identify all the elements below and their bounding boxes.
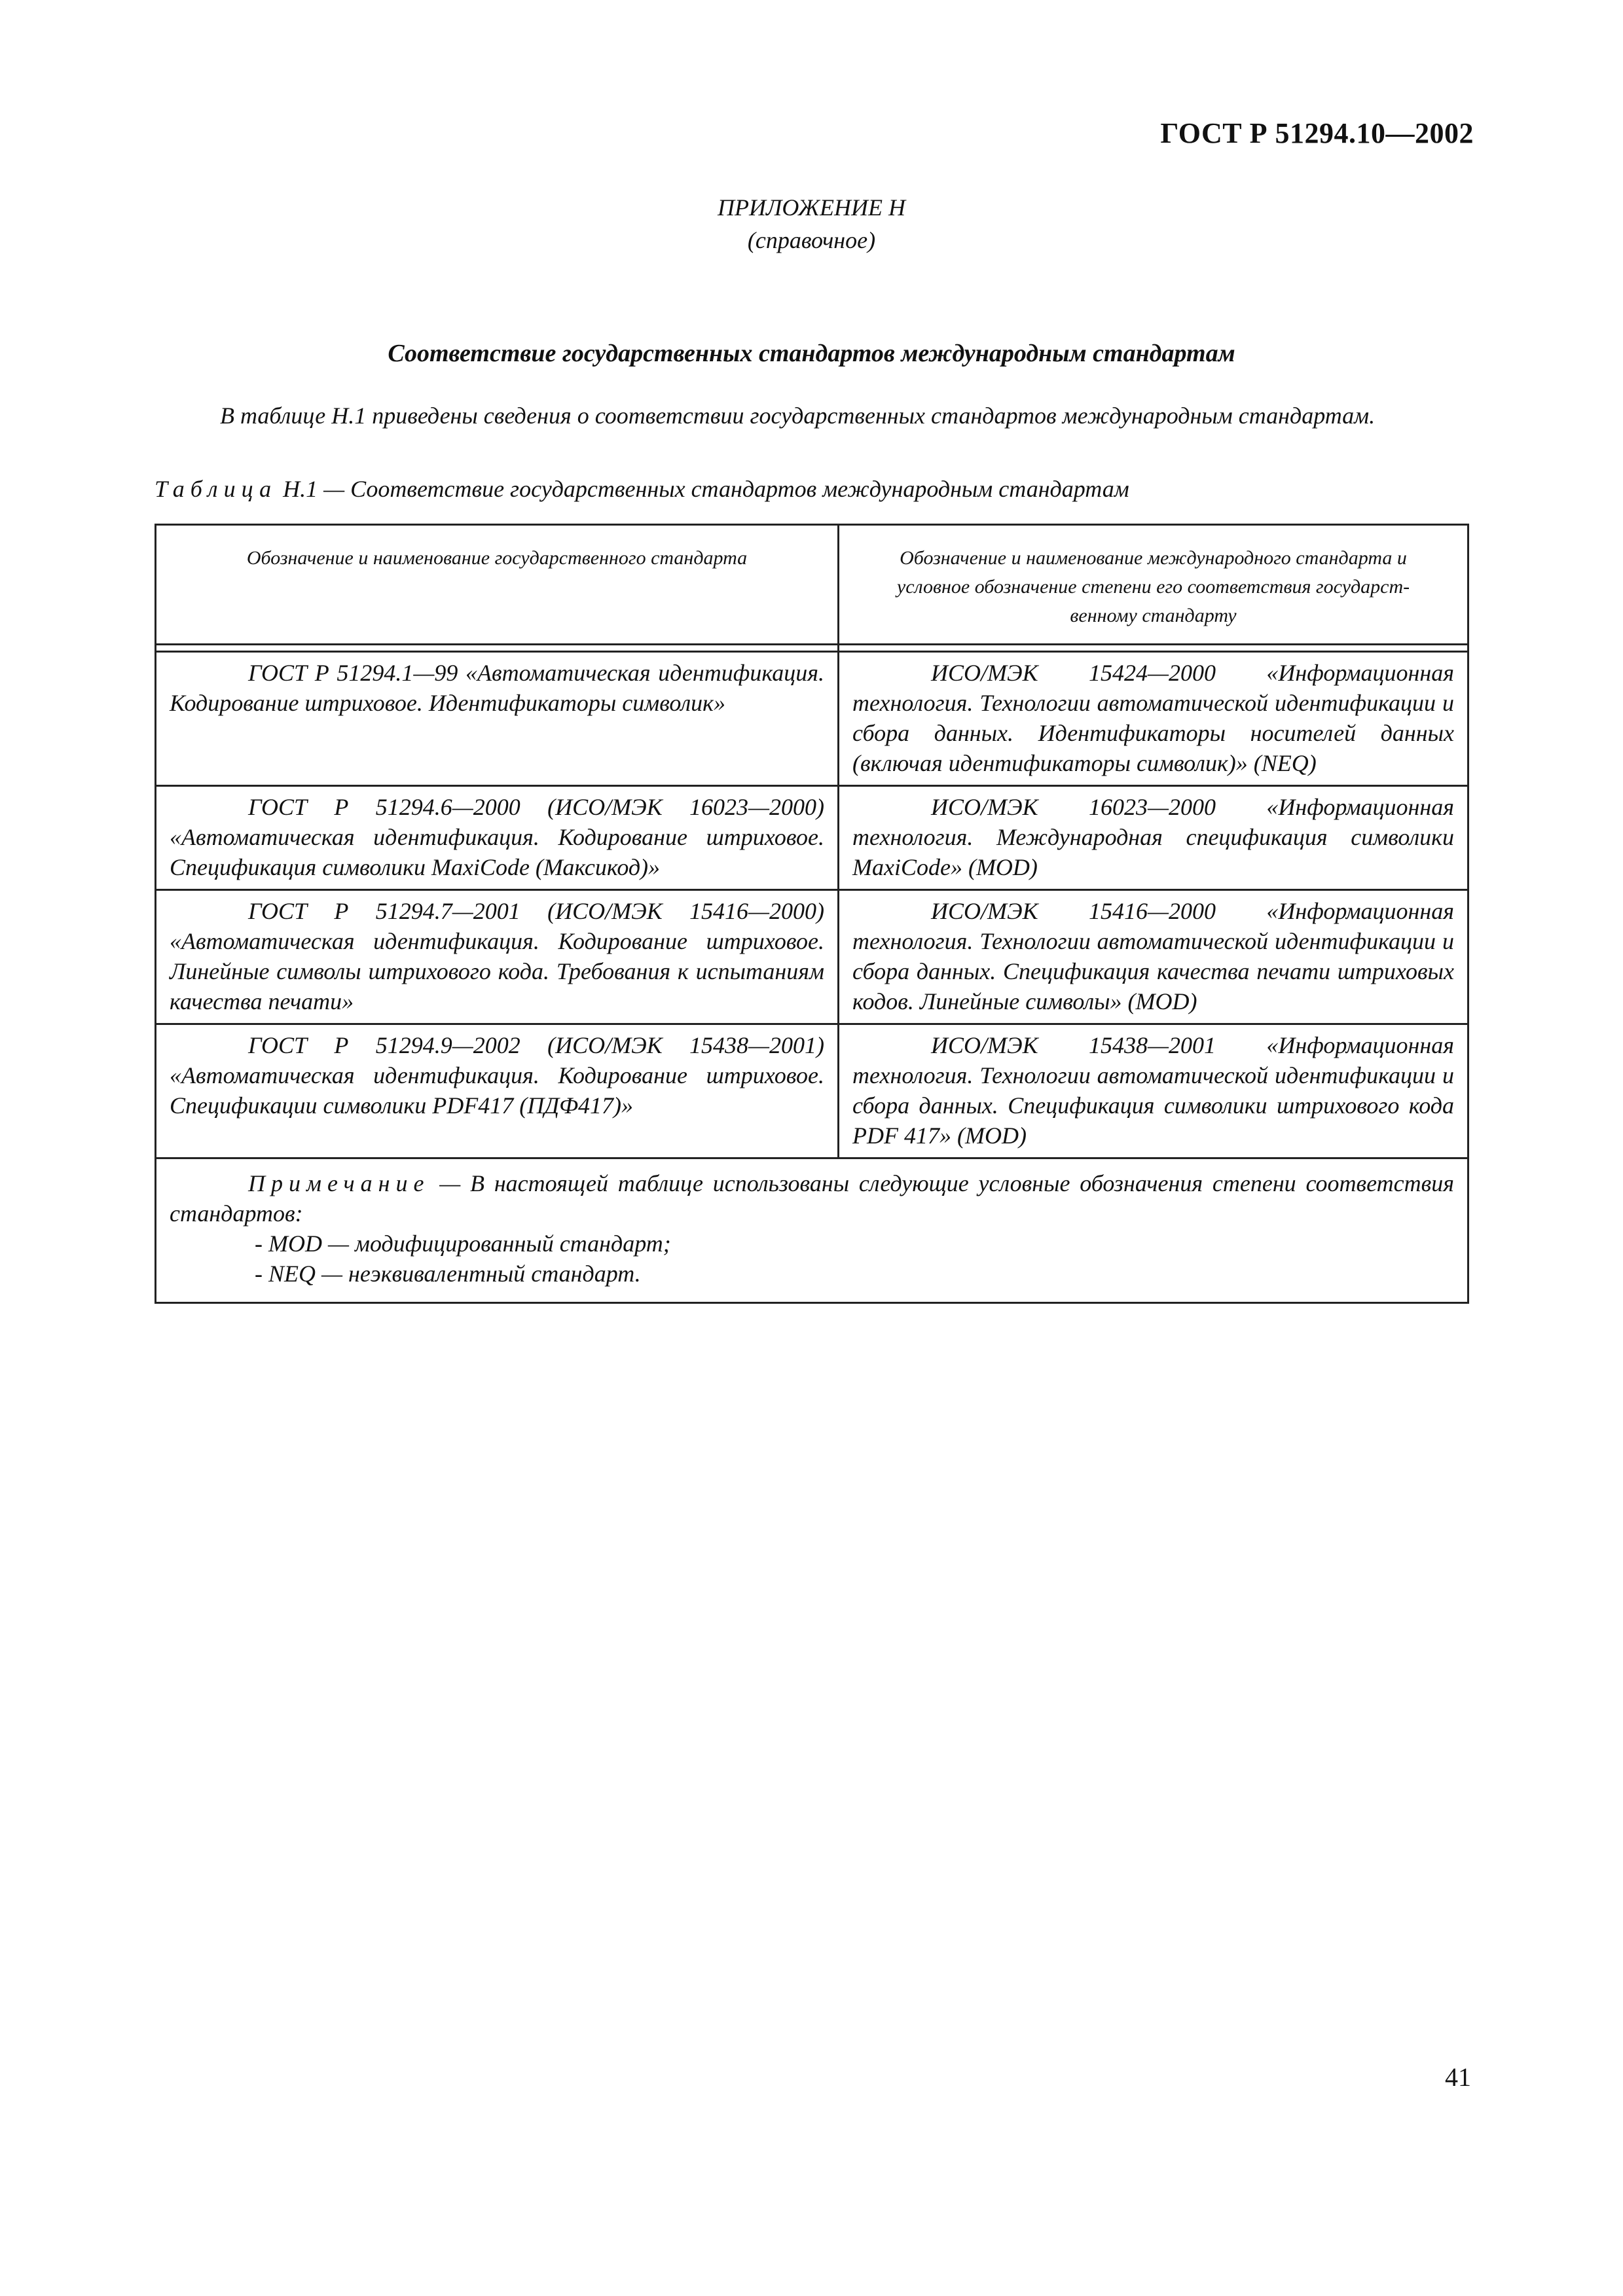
international-standard-cell: ИСО/МЭК 15438—2001 «Информационная технология. Технологии автоматической идентификации и сбора данных. Спецификация символики штрихового кода PDF 417» (MOD) — [839, 1024, 1468, 1158]
international-standard-cell: ИСО/МЭК 16023—2000 «Информационная технология. Международная спецификация символики MaxiCode» (MOD) — [839, 786, 1468, 890]
table-caption-text: Н.1 — Соответствие государственных стандартов международным стандартам — [277, 476, 1129, 502]
annex-kind: (справочное) — [747, 227, 876, 253]
table-row — [156, 1024, 1468, 1158]
international-standard-cell: ИСО/МЭК 15424—2000 «Информационная технология. Технологии автоматической идентификации и сбора данных. Идентификаторы носителей данных (включая идентификаторы символик)» (NEQ) — [839, 652, 1468, 786]
correspondence-table — [155, 524, 1469, 1304]
note-label: Примечание — [248, 1170, 430, 1196]
document-number: ГОСТ Р 51294.10—2002 — [1160, 117, 1474, 149]
table-header-international: Обозначение и наименование международного стандарта и условное обозначение степени его соответствия государст-венному стандарту — [839, 525, 1468, 645]
table-caption — [155, 475, 1469, 503]
table-row — [156, 652, 1468, 786]
international-standard-cell: ИСО/МЭК 15416—2000 «Информационная технология. Технологии автоматической идентификации и сбора данных. Спецификация качества печати штриховых кодов. Линейные символы» (MOD) — [839, 890, 1468, 1024]
header-separator — [156, 645, 1468, 652]
table-row — [156, 786, 1468, 890]
national-standard-cell: ГОСТ Р 51294.9—2002 (ИСО/МЭК 15438—2001) «Автоматическая идентификация. Кодирование штриховое. Спецификации символики PDF417 (ПДФ417)» — [156, 1024, 839, 1158]
national-standard-cell: ГОСТ Р 51294.1—99 «Автоматическая идентификация. Кодирование штриховое. Идентификаторы символик» — [156, 652, 839, 786]
table-header-national: Обозначение и наименование государственного стандарта — [156, 525, 839, 645]
table-row — [156, 890, 1468, 1024]
intro-paragraph: В таблице Н.1 приведены сведения о соответствии государственных стандартов международным стандартам. — [220, 403, 1376, 429]
section-title: Соответствие государственных стандартов международным стандартам — [388, 340, 1235, 367]
annex-heading — [0, 191, 1623, 257]
note-item-mod: - MOD — модифицированный стандарт; — [255, 1230, 671, 1257]
annex-label: ПРИЛОЖЕНИЕ Н — [718, 194, 905, 221]
table-note-row — [156, 1158, 1468, 1303]
page-number: 41 — [1445, 2062, 1471, 2092]
table-header-row — [156, 525, 1468, 645]
national-standard-cell: ГОСТ Р 51294.7—2001 (ИСО/МЭК 15416—2000) «Автоматическая идентификация. Кодирование штриховое. Линейные символы штрихового кода. Требования к испытаниям качества печати» — [156, 890, 839, 1024]
national-standard-cell: ГОСТ Р 51294.6—2000 (ИСО/МЭК 16023—2000) «Автоматическая идентификация. Кодирование штриховое. Спецификация символики MaxiCode (Максикод)» — [156, 786, 839, 890]
note-item-neq: - NEQ — неэквивалентный стандарт. — [255, 1261, 641, 1287]
note-text: — В настоящей таблице использованы следующие условные обозначения степени соответствия стандартов: — [170, 1170, 1454, 1227]
table-note — [156, 1158, 1468, 1303]
table-caption-prefix: Таблица — [155, 476, 278, 502]
